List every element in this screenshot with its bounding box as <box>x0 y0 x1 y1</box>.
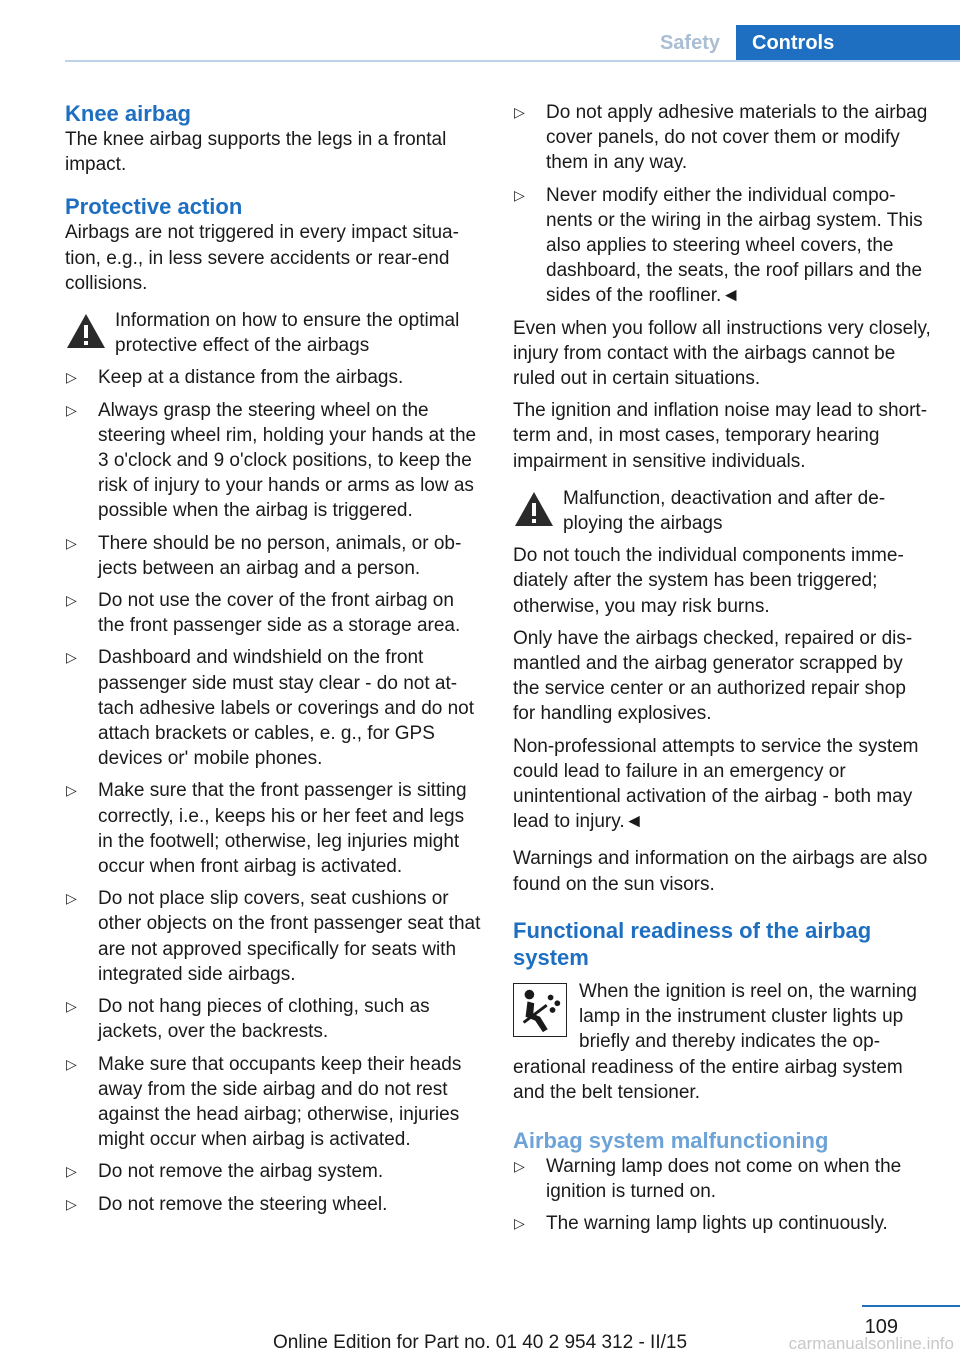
injury-notice-paragraph: Even when you follow all instructions very closely, injury from contact with the airbags cannot be ruled out in certain situations. <box>513 317 931 390</box>
triangle-bullet-icon: ▷ <box>66 401 77 418</box>
non-professional-paragraph: Non-professional attempts to service the system could lead to failure in an emergency or unintentional activation of the airbag - both may lead to injury.◄ <box>513 735 919 833</box>
triangle-bullet-icon: ▷ <box>66 782 77 799</box>
triangle-bullet-icon: ▷ <box>514 186 525 203</box>
left-column <box>65 100 483 1224</box>
list-item: ▷ Do not use the cover of the front airbag on the front passenger side as a storage area. <box>66 590 461 637</box>
knee-airbag-heading: Knee airbag <box>65 101 191 126</box>
list-item: ▷ Do not remove the airbag system. <box>65 1159 483 1184</box>
burns-paragraph: Do not touch the individual components immediately after the system has been triggered; otherwise, you may risk burns. <box>513 545 904 617</box>
header-section-safety: Safety <box>659 32 720 54</box>
list-item: ▷ The warning lamp lights up continuously. <box>513 1211 933 1236</box>
header-chapter-controls: Controls <box>736 25 960 62</box>
functional-readiness-heading: Functional readiness of the airbag system <box>513 917 872 970</box>
triangle-bullet-icon: ▷ <box>514 1215 525 1232</box>
service-paragraph: Only have the airbags checked, repaired or dismantled and the airbag generator scrapped by the service center or an authorized repair shop for handling explosives. <box>513 627 913 725</box>
right-column <box>513 100 933 1244</box>
warning-notice <box>65 308 483 358</box>
airbag-malfunction-heading: Airbag system malfunctioning <box>513 1127 829 1153</box>
edition-note: Online Edition for Part no. 01 40 2 954 312 - II/15 <box>272 1332 688 1353</box>
triangle-bullet-icon: ▷ <box>66 592 77 609</box>
warning-triangle-icon <box>65 312 107 350</box>
list-item: ▷ Make sure that the front passenger is sitting correctly, i.e., keeps his or her feet and legs in the footwell; otherwise, leg injuries might occur when front airbag is activated. <box>66 780 467 878</box>
page-number: 109 <box>864 1316 898 1338</box>
safety-instructions-list <box>65 365 483 1216</box>
malfunction-list <box>513 1154 933 1237</box>
triangle-bullet-icon: ▷ <box>66 1195 77 1212</box>
malfunction-warning-notice <box>513 486 933 536</box>
readiness-block <box>513 979 933 1105</box>
warning-triangle-icon <box>513 490 555 528</box>
triangle-bullet-icon: ▷ <box>66 998 77 1015</box>
list-item: ▷ Never modify either the individual components or the wiring in the airbag system. This also applies to steering wheel covers, the dashboard, the seats, the roof pillars and the sides of the roofliner.◄ <box>514 184 923 307</box>
list-item: ▷ There should be no person, animals, or objects between an airbag and a person. <box>66 532 462 579</box>
triangle-bullet-icon: ▷ <box>66 1055 77 1072</box>
list-item: ▷ Do not hang pieces of clothing, such as jackets, over the backrests. <box>66 996 430 1043</box>
modification-warnings-list <box>513 100 933 309</box>
list-item: ▷ Dashboard and windshield on the front passenger side must stay clear - do not attach adhesive labels or coverings and do not attach brackets or cables, e. g., for GPS devices or' mobile phones. <box>66 647 475 770</box>
header-divider <box>65 60 960 62</box>
list-item: ▷ Keep at a distance from the airbags. <box>65 365 483 390</box>
list-item: ▷ Do not remove the steering wheel. <box>65 1192 483 1217</box>
triangle-bullet-icon: ▷ <box>514 1157 525 1174</box>
sun-visor-paragraph: Warnings and information on the airbags are also found on the sun visors. <box>513 848 928 895</box>
protective-action-heading: Protective action <box>65 194 243 220</box>
list-item: ▷ Do not place slip covers, seat cushions or other objects on the front passenger seat that are not approved specifically for seats with integrated side airbags. <box>66 888 481 985</box>
triangle-bullet-icon: ▷ <box>66 1163 77 1180</box>
list-item: ▷ Always grasp the steering wheel on the steering wheel rim, holding your hands at the 3 o'clock and 9 o'clock positions, to keep the risk of injury to your hands or arms as low as possible when the airbag is triggered. <box>66 399 477 522</box>
functional-readiness-text: When the ignition is reel on, the warning lamp in the instrument cluster lights up briefly and thereby indicates the operational readiness of the entire airbag system and the belt tensioner. <box>513 980 917 1103</box>
triangle-bullet-icon: ▷ <box>66 890 77 907</box>
airbag-warning-lamp-icon <box>513 983 567 1037</box>
warning-notice-text: Information on how to ensure the optimal protective effect of the airbags <box>115 310 460 357</box>
triangle-bullet-icon: ▷ <box>66 534 77 551</box>
list-item: ▷ Do not apply adhesive materials to the airbag cover panels, do not cover them or modify them in any way. <box>514 102 928 174</box>
footer-divider <box>862 1305 960 1307</box>
knee-airbag-text: The knee airbag supports the legs in a frontal impact. <box>65 129 447 176</box>
triangle-bullet-icon: ▷ <box>66 649 77 666</box>
triangle-bullet-icon: ▷ <box>66 369 77 386</box>
list-item: ▷ Warning lamp does not come on when the ignition is turned on. <box>514 1155 902 1203</box>
noise-notice-paragraph: The ignition and inflation noise may lead to short-term and, in most cases, temporary hearing impairment in sensitive individuals. <box>513 400 928 472</box>
list-item: ▷ Make sure that occupants keep their heads away from the side airbag and do not rest against the head airbag; otherwise, injuries might occur when airbag is activated. <box>66 1053 462 1151</box>
malfunction-warning-text: Malfunction, deactivation and after deploying the airbags <box>563 487 886 535</box>
protective-action-text: Airbags are not triggered in every impact situation, e.g., in less severe accidents or rear-end collisions. <box>65 222 459 294</box>
watermark: carmanualsonline.info <box>788 1334 954 1353</box>
triangle-bullet-icon: ▷ <box>514 104 525 120</box>
